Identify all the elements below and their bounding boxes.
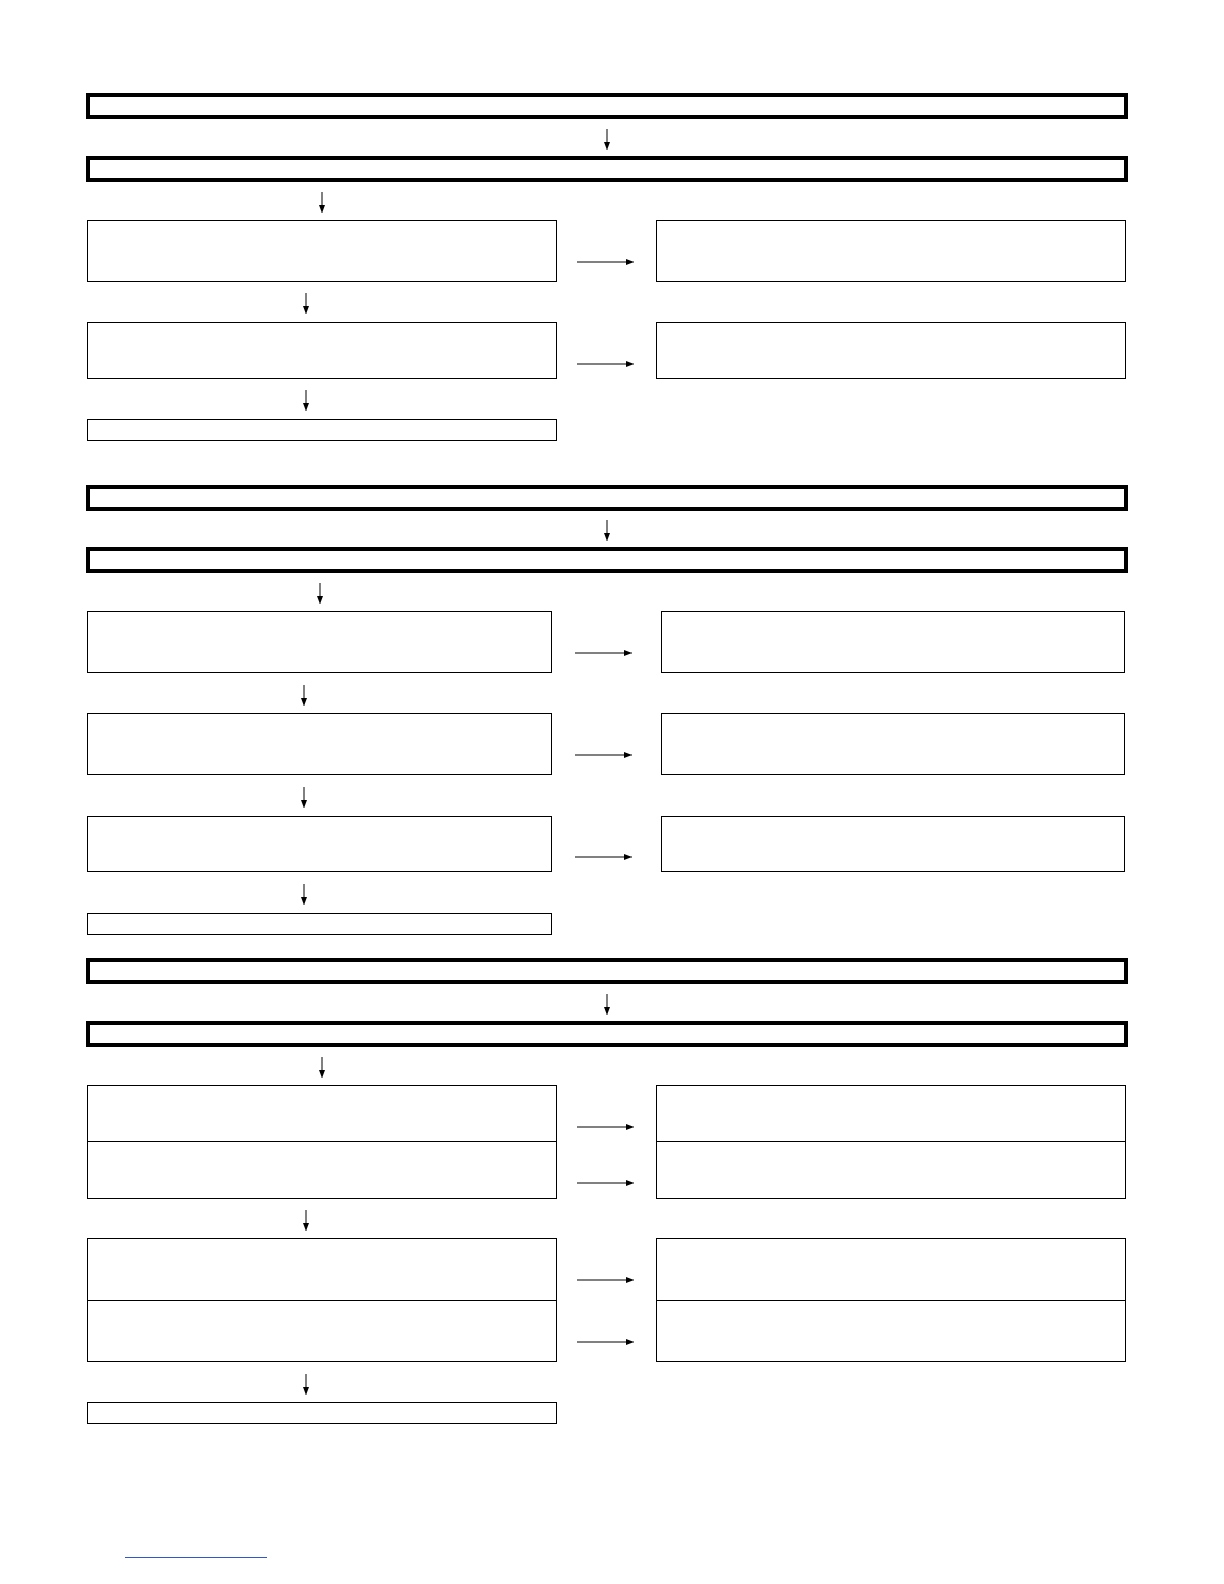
footer-link[interactable] (125, 1557, 267, 1558)
